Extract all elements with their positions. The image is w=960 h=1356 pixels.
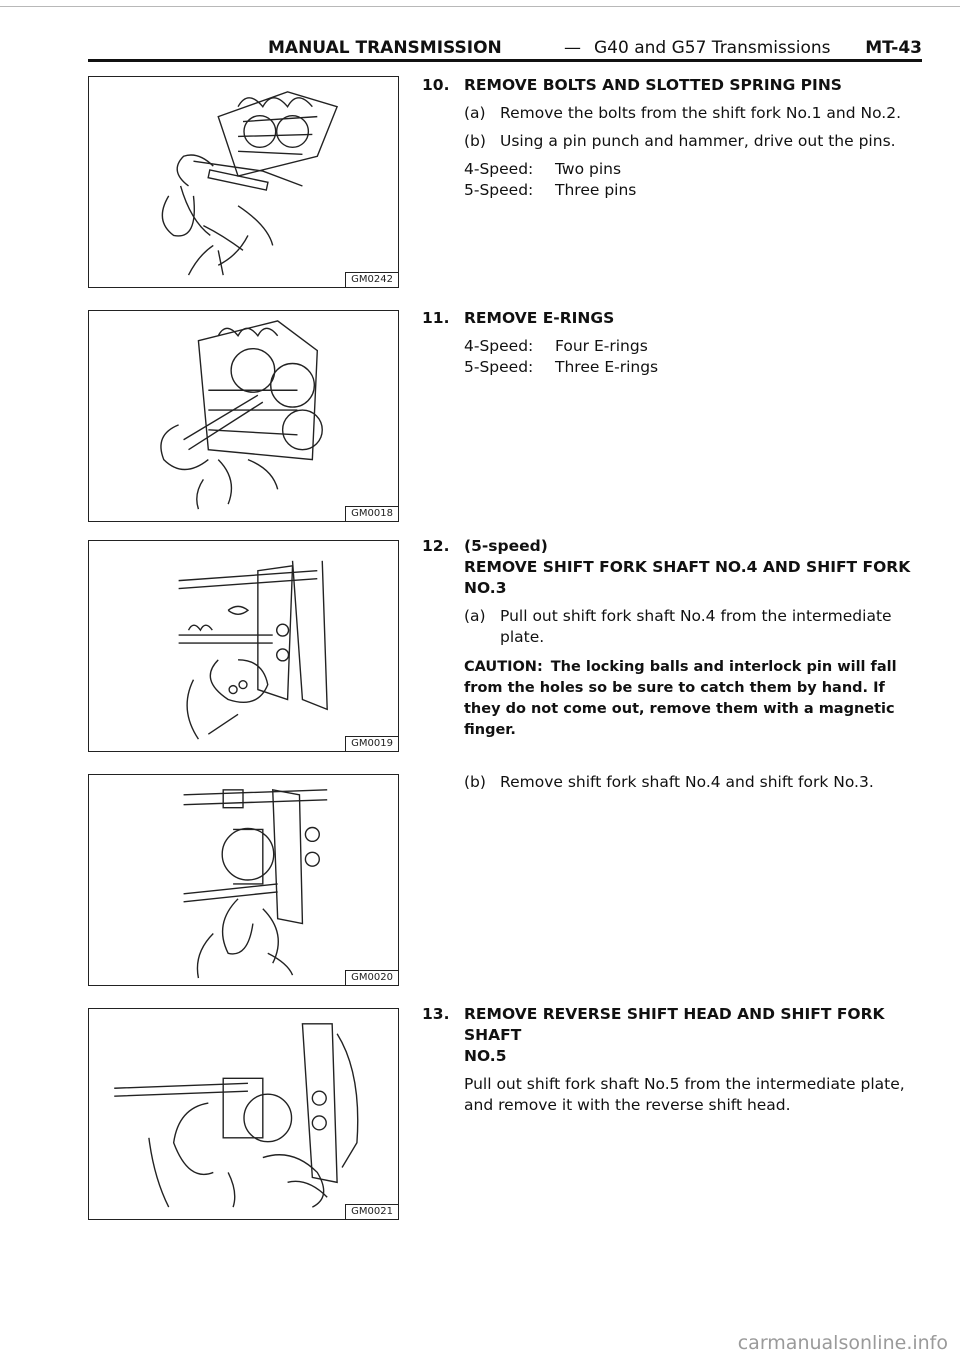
header-title: MANUAL TRANSMISSION xyxy=(268,38,502,58)
illustration-fork-no3 xyxy=(89,775,398,985)
step-number: 12. xyxy=(422,537,450,555)
figure-code: GM0019 xyxy=(345,736,398,751)
step-13 xyxy=(422,1004,922,1116)
illustration-fork-shaft-no4 xyxy=(89,541,398,751)
sub-step-b xyxy=(464,772,922,793)
page-number: MT-43 xyxy=(865,38,922,58)
spec-key: 4-Speed: xyxy=(464,160,534,178)
sub-step-label: (a) xyxy=(464,607,486,625)
spec-value: Three E-rings xyxy=(555,358,659,376)
footer-watermark: carmanualsonline.info xyxy=(737,1332,948,1354)
sub-step-text: Pull out shift fork shaft No.4 from the intermediate plate. xyxy=(500,607,892,646)
heading-line: REMOVE SHIFT FORK SHAFT NO.4 AND SHIFT FORK xyxy=(464,558,911,576)
sub-step-label: (a) xyxy=(464,104,486,122)
spec-key: 5-Speed: xyxy=(464,181,534,199)
header-dash: — xyxy=(564,38,581,58)
figure-code: GM0021 xyxy=(345,1204,398,1219)
figure-code: GM0020 xyxy=(345,970,398,985)
spec-row xyxy=(464,336,922,357)
sub-step-text: Remove the bolts from the shift fork No.1 and No.2. xyxy=(500,104,902,122)
heading-line: NO.5 xyxy=(464,1047,507,1065)
illustration-reverse-shift-head xyxy=(89,1009,398,1219)
sub-step-text: Using a pin punch and hammer, drive out the pins. xyxy=(500,132,896,150)
spec-value: Two pins xyxy=(555,160,622,178)
heading-line: NO.3 xyxy=(464,579,507,597)
sub-step-label: (b) xyxy=(464,773,486,791)
figure-remove-e-rings xyxy=(88,310,399,522)
step-heading: REMOVE E-RINGS xyxy=(464,309,615,327)
step-number: 10. xyxy=(422,76,450,94)
figure-remove-bolts xyxy=(88,76,399,288)
spec-row xyxy=(464,180,922,201)
header-subtitle: G40 and G57 Transmissions xyxy=(594,38,831,58)
caution-text: The locking balls and interlock pin will fall from the holes so be sure to catch them by hand. If they do not come out, remove them with a magnetic finger. xyxy=(464,659,897,738)
step-12 xyxy=(422,536,922,741)
sub-step-a xyxy=(464,606,922,648)
sub-step-label: (b) xyxy=(464,132,486,150)
illustration-e-ring-pliers xyxy=(89,311,398,521)
step-heading xyxy=(464,536,922,599)
figure-reverse-shift-head xyxy=(88,1008,399,1220)
caution-note xyxy=(464,657,922,741)
step-text: Pull out shift fork shaft No.5 from the intermediate plate, and remove it with the reverse shift head. xyxy=(464,1075,905,1114)
step-heading xyxy=(464,1004,922,1067)
step-number: 13. xyxy=(422,1005,450,1023)
heading-line: REMOVE REVERSE SHIFT HEAD AND SHIFT FORK SHAFT xyxy=(464,1005,885,1044)
figure-pull-fork-shaft-no4 xyxy=(88,540,399,752)
spec-key: 5-Speed: xyxy=(464,358,534,376)
step-12-b xyxy=(422,772,922,793)
sub-step-b xyxy=(464,131,922,152)
heading-line: (5-speed) xyxy=(464,537,548,555)
illustration-bolts-pin-punch xyxy=(89,77,398,287)
caution-label: CAUTION: xyxy=(464,659,543,675)
step-11 xyxy=(422,308,922,378)
figure-code: GM0018 xyxy=(345,506,398,521)
header-rule xyxy=(88,59,922,62)
page-header xyxy=(88,36,922,60)
spec-row xyxy=(464,159,922,180)
sub-step-a xyxy=(464,103,922,124)
top-rule xyxy=(0,6,960,7)
step-number: 11. xyxy=(422,309,450,327)
figure-remove-fork-no3 xyxy=(88,774,399,986)
spec-value: Three pins xyxy=(555,181,637,199)
spec-row xyxy=(464,357,922,378)
figure-code: GM0242 xyxy=(345,272,398,287)
spec-value: Four E-rings xyxy=(555,337,648,355)
spec-key: 4-Speed: xyxy=(464,337,534,355)
sub-step-text: Remove shift fork shaft No.4 and shift fork No.3. xyxy=(500,773,874,791)
step-heading: REMOVE BOLTS AND SLOTTED SPRING PINS xyxy=(464,76,842,94)
step-10 xyxy=(422,75,922,201)
